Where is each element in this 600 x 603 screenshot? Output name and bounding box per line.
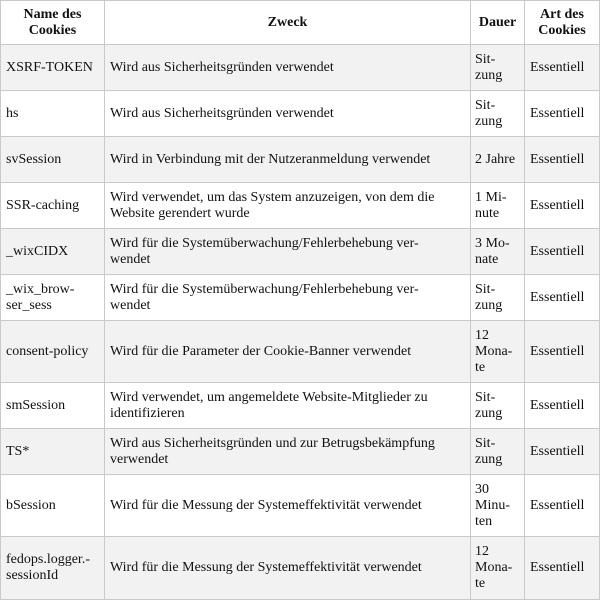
cookie-purpose-cell: Wird verwendet, um angemeldete Website-Mitglieder zu identifizieren (105, 383, 471, 429)
cookie-purpose-cell: Wird für die Systemüberwachung/Fehlerbehebung ver- wendet (105, 275, 471, 321)
cookie-name-cell: smSession (1, 383, 105, 429)
cookie-purpose-cell: Wird aus Sicherheitsgründen und zur Betrugsbekämpfung verwendet (105, 429, 471, 475)
cookie-duration-cell: 12 Mona- te (471, 537, 525, 600)
cookie-name-cell: SSR-caching (1, 183, 105, 229)
table-row (1, 45, 600, 91)
cookie-duration-cell: 2 Jahre (471, 137, 525, 183)
cookie-purpose-cell: Wird verwendet, um das System anzuzeigen, von dem die Website gerendert wurde (105, 183, 471, 229)
cookie-duration-cell: 3 Mo- nate (471, 229, 525, 275)
cookie-name-cell: _wixCIDX (1, 229, 105, 275)
cookie-name-cell: consent-policy (1, 321, 105, 383)
cookie-name-cell: hs (1, 91, 105, 137)
cookie-type-cell: Essentiell (525, 229, 600, 275)
cookie-type-cell: Essentiell (525, 91, 600, 137)
table-row (1, 91, 600, 137)
cookie-type-cell: Essentiell (525, 321, 600, 383)
cookie-purpose-cell: Wird für die Messung der Systemeffektivität verwendet (105, 475, 471, 537)
cookie-name-cell: XSRF-TOKEN (1, 45, 105, 91)
cookie-duration-cell: 1 Mi- nute (471, 183, 525, 229)
cookie-type-cell: Essentiell (525, 45, 600, 91)
header-cookie-name: Name des Cookies (1, 1, 105, 45)
cookie-purpose-cell: Wird für die Parameter der Cookie-Banner verwendet (105, 321, 471, 383)
table-row (1, 537, 600, 600)
cookie-type-cell: Essentiell (525, 183, 600, 229)
table-row (1, 183, 600, 229)
table-row (1, 275, 600, 321)
cookie-duration-cell: 30 Minu- ten (471, 475, 525, 537)
cookie-name-cell: _wix_brow- ser_sess (1, 275, 105, 321)
table-row (1, 475, 600, 537)
cookie-duration-cell: 12 Mona- te (471, 321, 525, 383)
header-cookie-type: Art des Cookies (525, 1, 600, 45)
table-row (1, 383, 600, 429)
cookie-type-cell: Essentiell (525, 537, 600, 600)
cookie-duration-cell: Sit- zung (471, 429, 525, 475)
cookie-duration-cell: Sit- zung (471, 275, 525, 321)
cookie-type-cell: Essentiell (525, 137, 600, 183)
cookie-duration-cell: Sit- zung (471, 91, 525, 137)
cookie-type-cell: Essentiell (525, 275, 600, 321)
cookie-purpose-cell: Wird aus Sicherheitsgründen verwendet (105, 45, 471, 91)
cookie-purpose-cell: Wird aus Sicherheitsgründen verwendet (105, 91, 471, 137)
cookie-purpose-cell: Wird für die Messung der Systemeffektivität verwendet (105, 537, 471, 600)
cookie-purpose-cell: Wird in Verbindung mit der Nutzeranmeldung verwendet (105, 137, 471, 183)
cookie-name-cell: svSession (1, 137, 105, 183)
cookie-name-cell: fedops.logger.- sessionId (1, 537, 105, 600)
cookie-name-cell: bSession (1, 475, 105, 537)
header-duration: Dauer (471, 1, 525, 45)
cookie-purpose-cell: Wird für die Systemüberwachung/Fehlerbehebung ver- wendet (105, 229, 471, 275)
cookie-duration-cell: Sit- zung (471, 383, 525, 429)
table-row (1, 229, 600, 275)
table-row (1, 429, 600, 475)
table-row (1, 321, 600, 383)
cookie-type-cell: Essentiell (525, 475, 600, 537)
cookie-duration-cell: Sit- zung (471, 45, 525, 91)
cookie-type-cell: Essentiell (525, 383, 600, 429)
table-row (1, 137, 600, 183)
table-header-row (1, 1, 600, 45)
cookie-name-cell: TS* (1, 429, 105, 475)
cookie-type-cell: Essentiell (525, 429, 600, 475)
header-purpose: Zweck (105, 1, 471, 45)
